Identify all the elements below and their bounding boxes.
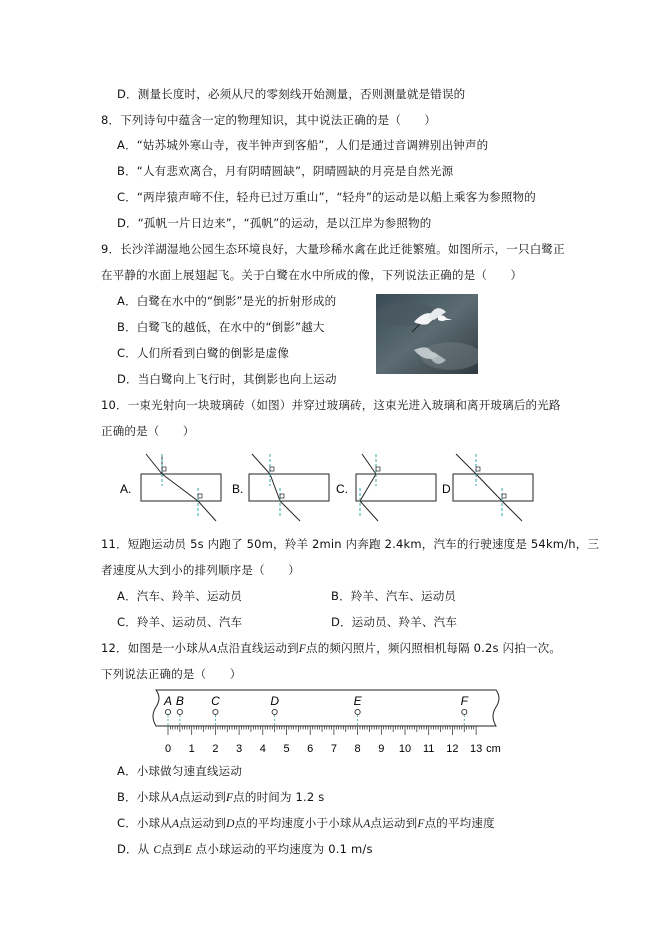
q12-stem-text-1: 12．如图是一小球从 — [101, 641, 210, 655]
q9-option-a: A．白鹭在水中的“倒影”是光的折射形成的 — [117, 294, 337, 308]
q12-c-text-1: C．小球从 — [117, 816, 173, 830]
ruler-point-ball — [272, 709, 277, 714]
q11-option-b: B．羚羊、汽车、运动员 — [331, 589, 457, 603]
ruler-tick-label: 4 — [259, 743, 266, 755]
q12-c-point-f: F — [417, 818, 425, 830]
q11-option-c: C．羚羊、运动员、汽车 — [117, 615, 243, 629]
q9-stem-line1: 9．长沙洋湖湿地公园生态环境良好，大量珍稀水禽在此迁徙繁殖。如图所示，一只白鹭正 — [101, 242, 565, 256]
ruler-tick-label: 0 — [164, 743, 172, 755]
ruler-tick-label: 6 — [307, 743, 314, 755]
q12-b-text-2: 点运动到 — [179, 790, 226, 804]
q12-stem-text-2: 点沿直线运动到 — [216, 641, 299, 655]
q12-stem-line1 — [101, 640, 561, 657]
q8-stem: 8．下列诗句中蕴含一定的物理知识，其中说法正确的是（ ） — [101, 113, 437, 127]
q12-c-text-5: 点的平均速度 — [424, 816, 495, 830]
q8-option-c: C．“两岸猿声啼不住，轻舟已过万重山”，“轻舟”的运动是以船上乘客为参照物的 — [117, 190, 536, 204]
q12-c-point-a1: A — [172, 818, 180, 830]
q12-c-point-d: D — [226, 818, 235, 830]
ruler-point-ball — [165, 709, 170, 714]
diagram-d-label: D — [442, 482, 451, 496]
egret-photo — [376, 294, 478, 374]
q11-option-d: D．运动员、羚羊、汽车 — [331, 615, 458, 629]
glass-brick-diagrams — [110, 448, 550, 526]
ruler-point-label: E — [353, 694, 362, 708]
ruler-tick-label: 1 — [188, 743, 195, 755]
q10-stem-line2: 正确的是（ ） — [101, 424, 195, 438]
ruler-tick-label: 12 — [446, 743, 459, 755]
q9-stem-line2: 在平静的水面上展翅起飞。关于白鹭在水中所成的像，下列说法正确的是（ ） — [101, 268, 523, 282]
ruler-tick-label: 11 — [422, 743, 435, 755]
ruler-point-label: C — [211, 694, 220, 708]
q12-d-text-1: D．从 — [117, 842, 154, 856]
ruler-point-label: F — [460, 694, 468, 708]
ruler-tick-label: 2 — [212, 743, 219, 755]
q12-b-point-a: A — [171, 792, 180, 804]
q12-c-text-4: 点运动到 — [370, 816, 418, 830]
q12-option-a: A．小球做匀速直线运动 — [117, 764, 243, 778]
diagram-d — [442, 454, 533, 521]
q12-d-text-2: 点到 — [161, 842, 185, 856]
q12-stem-text-3: 点的频闪照片，频闪照相机每隔 0.2s 闪拍一次。 — [306, 641, 562, 655]
diagram-a-label: A. — [120, 482, 132, 496]
ruler-point-label: B — [175, 694, 184, 708]
q12-d-point-c: C — [153, 844, 162, 856]
q7-option-d: D．测量长度时，必须从尺的零刻线开始测量，否则测量就是错误的 — [117, 87, 466, 101]
ruler-point-label: A — [163, 694, 173, 708]
q12-stem-line2: 下列说法正确的是（ ） — [101, 667, 242, 681]
q12-option-c — [117, 815, 495, 832]
q12-b-text-3: 点的时间为 1.2 s — [233, 790, 325, 804]
q12-d-point-e: E — [184, 844, 192, 856]
ruler-point-ball — [213, 709, 218, 714]
q10-stem-line1: 10．一束光射向一块玻璃砖（如图）并穿过玻璃砖，这束光进入玻璃和离开玻璃后的光路 — [101, 398, 561, 412]
q12-b-point-f: F — [225, 792, 234, 804]
q12-option-b — [117, 789, 324, 806]
ruler-point-ball — [462, 709, 467, 714]
diagram-a — [120, 454, 221, 521]
ruler-point-label: D — [270, 694, 279, 708]
q12-b-text-1: B．小球从 — [117, 790, 172, 804]
ruler-point-ball — [177, 709, 182, 714]
q12-stem-point-a: A — [209, 643, 217, 655]
ruler-tick-label: 13 — [469, 743, 483, 755]
ruler-tick-label: 7 — [330, 743, 337, 755]
ruler-tick-label: 10 — [398, 743, 412, 755]
diagram-c — [336, 454, 436, 521]
q12-d-text-3: 点小球运动的平均速度为 0.1 m/s — [191, 842, 373, 856]
diagram-b-label: B. — [232, 482, 244, 496]
q9-option-c: C．人们所看到白鹭的倒影是虚像 — [117, 346, 290, 360]
ruler-point-ball — [355, 709, 360, 714]
q12-stem-point-f: F — [298, 643, 307, 655]
q9-option-b: B．白鹭飞的越低，在水中的“倒影”越大 — [117, 320, 325, 334]
diagram-b — [232, 454, 329, 521]
q11-stem-line1: 11．短跑运动员 5s 内跑了 50m，羚羊 2min 内奔跑 2.4km，汽车的行驶速度是 54km/h，三 — [101, 537, 600, 551]
q12-c-text-3: 点的平均速度小于小球从 — [234, 816, 364, 830]
q12-c-point-a2: A — [363, 818, 371, 830]
diagram-c-label: C. — [336, 482, 348, 496]
q8-option-a: A．“姑苏城外寒山寺，夜半钟声到客船”，人们是通过音调辨别出钟声的 — [117, 138, 489, 152]
ruler-unit: cm — [486, 743, 501, 755]
q12-c-text-2: 点运动到 — [179, 816, 227, 830]
ruler-figure — [150, 688, 510, 760]
q8-option-b: B．“人有悲欢离合，月有阴晴圆缺”，阴晴圆缺的月亮是自然光源 — [117, 164, 454, 178]
ruler-tick-label: 3 — [236, 743, 243, 755]
ruler-tick-label: 8 — [354, 743, 361, 755]
q8-option-d: D．“孤帆一片日边来”，“孤帆”的运动，是以江岸为参照物的 — [117, 216, 432, 230]
ruler-strip — [153, 690, 499, 726]
ruler-tick-label: 5 — [283, 743, 290, 755]
q11-option-a: A．汽车、羚羊、运动员 — [117, 589, 243, 603]
q11-stem-line2: 者速度从大到小的排列顺序是（ ） — [101, 563, 300, 577]
ruler-tick-label: 9 — [378, 743, 385, 755]
q9-option-d: D．当白鹭向上飞行时，其倒影也向上运动 — [117, 372, 337, 386]
q12-option-d — [117, 841, 373, 858]
